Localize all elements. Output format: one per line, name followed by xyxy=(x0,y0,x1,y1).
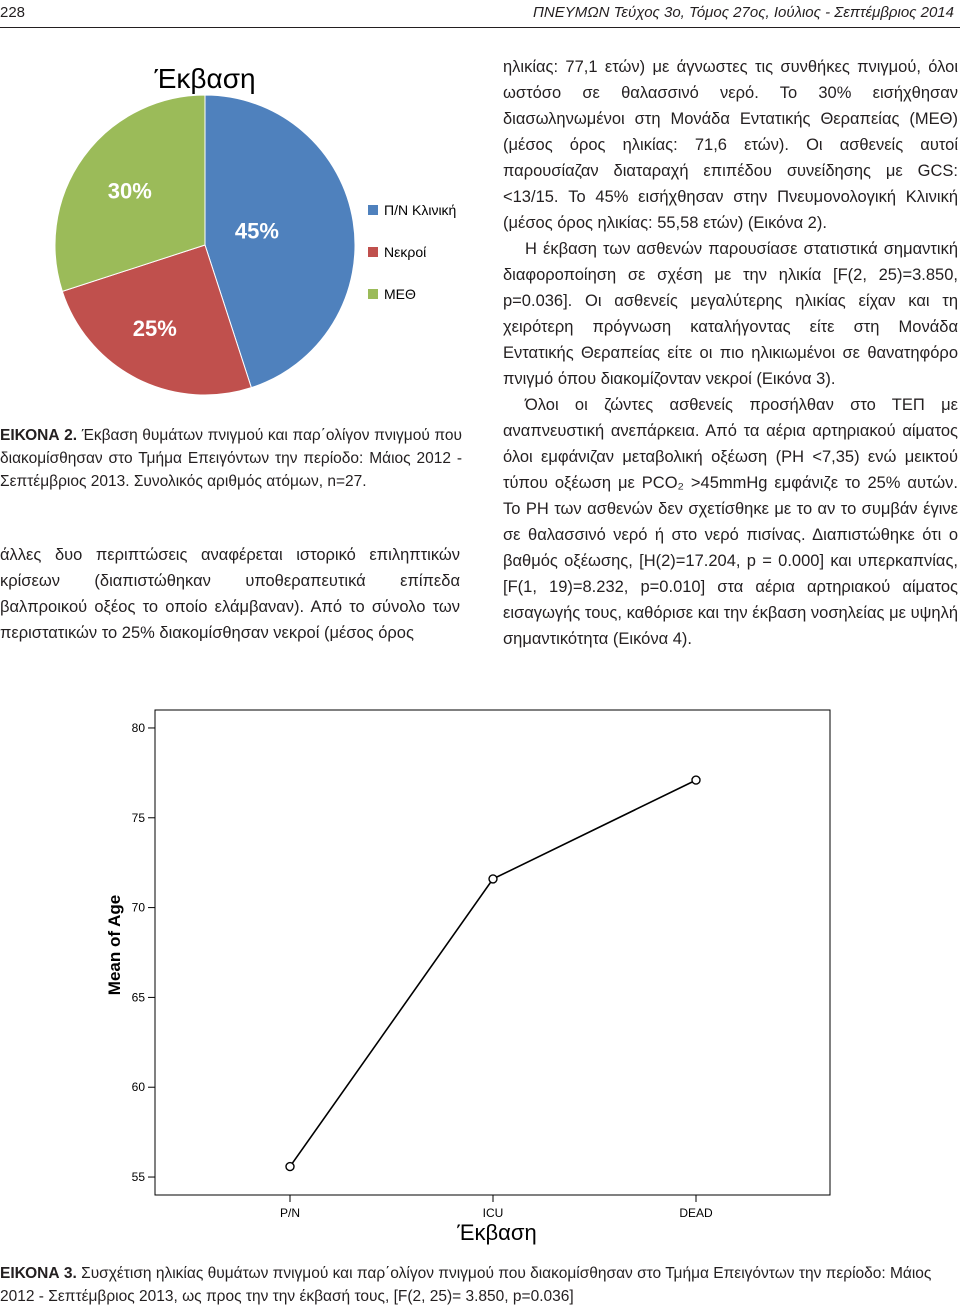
right-column-text xyxy=(503,54,958,652)
x-tick-label: DEAD xyxy=(679,1206,713,1220)
data-point xyxy=(286,1163,294,1171)
page-number: 228 xyxy=(0,4,26,21)
left-paragraph: άλλες δυο περιπτώσεις αναφέρεται ιστορικό επιληπτικών κρίσεων (διαπιστώθηκαν υποθεραπευτικά επίπεδα βαλπροικού οξέος το οποίο ελάμβαναν). Από το σύνολο των περιστατικών το 25% διακομίσθησαν νεκροί (μέσος όρος xyxy=(0,546,460,642)
header-rule xyxy=(0,27,960,28)
figure2-caption-label: ΕΙΚΟΝΑ 2. xyxy=(0,427,78,444)
figure3-caption-text: Συσχέτιση ηλικίας θυμάτων πνιγμού και παρ΄ολίγον πνιγμού που διακομίσθησαν στο Τμήμα Επειγόντων την περίοδο: Μάιος 2012 - Σεπτέμβριος 2013, ως προς την την έκβασή τους, [F(2, 25)= 3.850, p=0.036] xyxy=(0,1265,932,1305)
y-tick-label: 65 xyxy=(131,990,145,1005)
y-tick-label: 55 xyxy=(131,1170,145,1185)
right-paragraph-1: ηλικίας: 77,1 ετών) με άγνωστες τις συνθήκες πνιγμού, όλοι ωστόσο σε θαλασσινό νερό. Το 30% εισήχθησαν διασωληνωμένοι στη Μονάδα Εντατικής Θεραπείας (ΜΕΘ) (μέσος όρος ηλικίας: 71,6 ετών). Οι ασθενείς αυτοί παρουσίαζαν διαταραχή επιπέδου συνείδησης με GCS: <13/15. Το 45% εισήχθησαν στην Πνευμονολογική Κλινική (μέσος όρος ηλικίας: 55,58 ετών) (Εικόνα 2). xyxy=(503,58,958,232)
y-axis-label: Mean of Age xyxy=(105,894,124,996)
journal-header: ΠΝΕΥΜΩΝ Τεύχος 3ο, Τόμος 27ος, Ιούλιος - Σεπτέμβριος 2014 xyxy=(533,4,954,21)
x-ticks xyxy=(280,1195,713,1220)
y-tick-label: 80 xyxy=(131,720,145,735)
figure3-caption-label: ΕΙΚΟΝΑ 3. xyxy=(0,1265,77,1282)
pie-value-label: 45% xyxy=(234,218,279,244)
plot-frame xyxy=(155,710,830,1195)
series-points xyxy=(286,776,700,1171)
data-point xyxy=(489,875,497,883)
pie-value-label: 25% xyxy=(132,315,177,341)
legend-swatch xyxy=(368,247,378,257)
y-tick-label: 70 xyxy=(131,900,145,915)
figure2-caption-text: Έκβαση θυμάτων πνιγμού και παρ΄ολίγον πνιγμού που διακομίσθησαν στο Τμήμα Επειγόντων την περίοδο: Μάιος 2012 - Σεπτέμβριος 2013. Συνολικός αριθμός ατόμων, n=27. xyxy=(0,427,462,490)
pie-title: Έκβαση xyxy=(154,63,256,94)
x-axis-label: Έκβαση xyxy=(457,1220,537,1245)
data-point xyxy=(692,776,700,784)
legend-label: ΜΕΘ xyxy=(384,286,416,302)
y-tick-label: 60 xyxy=(131,1080,145,1095)
figure2-pie-chart xyxy=(40,50,470,405)
left-column-text xyxy=(0,542,460,646)
y-ticks xyxy=(132,721,155,1184)
series-line-mean-age xyxy=(290,780,696,1167)
legend-swatch xyxy=(368,205,378,215)
legend-swatch xyxy=(368,289,378,299)
pie-slices xyxy=(55,95,355,395)
x-tick-label: P/N xyxy=(279,1206,301,1220)
legend-label: Π/Ν Κλινική xyxy=(384,202,457,218)
x-tick-label: ICU xyxy=(482,1206,504,1220)
pie-value-label: 30% xyxy=(107,178,152,204)
y-tick-label: 75 xyxy=(131,810,145,825)
figure3-caption xyxy=(0,1262,960,1308)
right-paragraph-2: Η έκβαση των ασθενών παρουσίασε στατιστικά σημαντική διαφοροποίηση σε σχέση με την ηλικία [F(2, 25)=3.850, p=0.036]. Οι ασθενείς μεγαλύτερης ηλικίας είχαν και τη χειρότερη πρόγνωση καταλήγοντας είτε στη Μονάδα Εντατικής Θεραπείας είτε οι πιο ηλικιωμένοι σε θανατηφόρο πνιγμό όπου διακομίζονταν νεκροί (Εικόνα 3). xyxy=(503,240,958,388)
pie-legend xyxy=(368,202,456,302)
figure2-caption xyxy=(0,424,462,493)
figure3-line-chart xyxy=(100,705,840,1250)
right-paragraph-3: Όλοι οι ζώντες ασθενείς προσήλθαν στο ΤΕΠ με αναπνευστική ανεπάρκεια. Από τα αέρια αρτηριακού αίματος όλοι εμφάνιζαν μεταβολική οξέωση (PH <7,35) ενώ μεικτού τύπου οξέωση με PCO₂ >45mmHg εμφάνιζε το 25% αυτών. Το PH των ασθενών δεν σχετίσθηκε με το αν το συμβάν έγινε σε θαλασσινό νερό ή στο νερό πισίνας. Διαπιστώθηκε ότι ο βαθμός οξέωσης, [H(2)=17.204, p = 0.000] και υπερκαπνίας, [F(1, 19)=8.232, p=0.010] στα αέρια αρτηριακού αίματος εισαγωγής τους, καθόρισε και την έκβαση νοσηλείας με υψηλή σημαντικότητα (Εικόνα 4). xyxy=(503,396,958,648)
legend-label: Νεκροί xyxy=(384,244,427,260)
